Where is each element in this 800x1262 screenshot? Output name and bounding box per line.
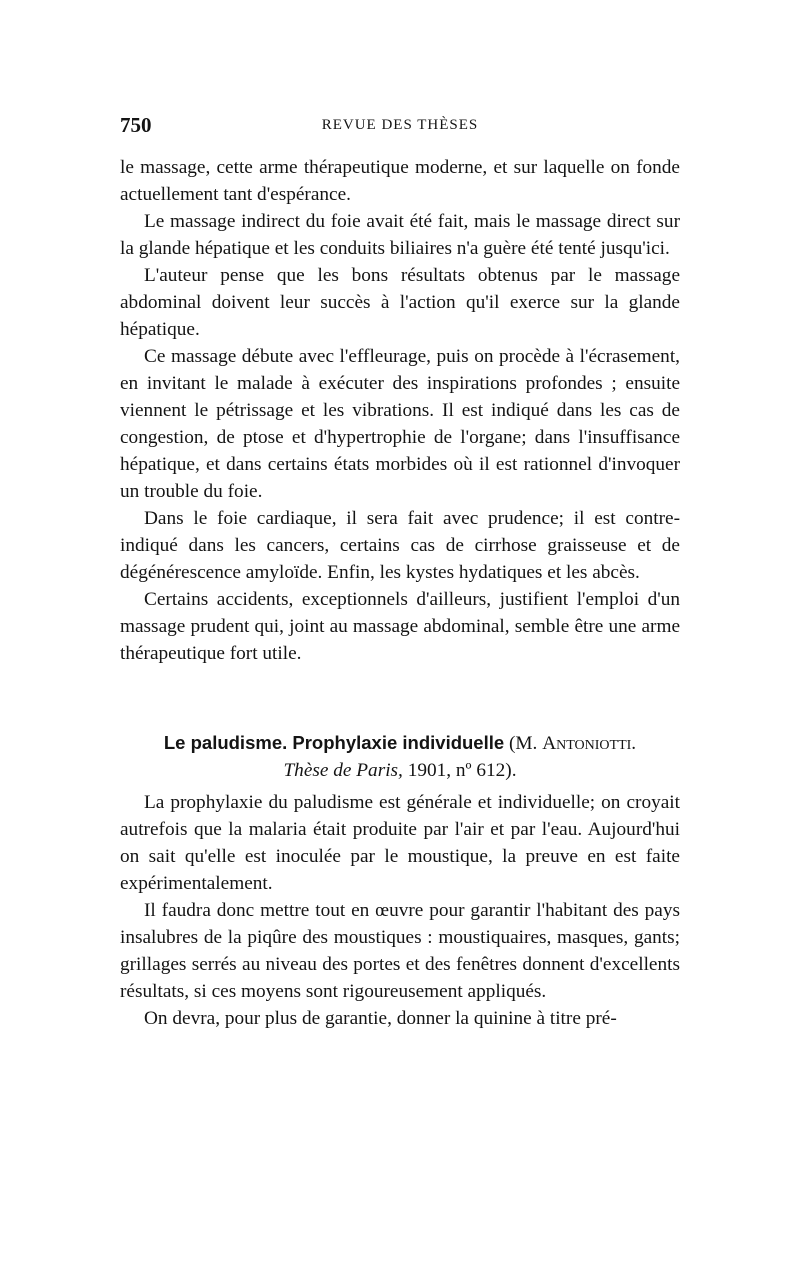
heading-thesis-details: 1901, nº 612).: [402, 760, 517, 781]
heading-author-open: (M.: [504, 733, 543, 754]
paragraph: Certains accidents, exceptionnels d'ailleurs, justifient l'emploi d'un massage prudent qui, joint au massage abdominal, semble être une arme thérapeutique fort utile.: [120, 589, 680, 664]
running-title: REVUE DES THÈSES: [321, 117, 479, 133]
paragraph: L'auteur pense que les bons résultats obtenus par le massage abdominal doivent leur succès à l'action qu'il exerce sur la glande hépatique.: [120, 265, 680, 340]
heading-author: Antoniotti: [542, 733, 632, 754]
heading-thesis: Thèse de Paris,: [283, 760, 403, 781]
paragraph: Dans le foie cardiaque, il sera fait avec prudence; il est contre-indiqué dans les cancers, certains cas de cirrhose graisseuse et de dégénérescence amyloïde. Enfin, les kystes hydatiques et les abcès.: [120, 508, 680, 583]
page-number: 750: [120, 113, 152, 137]
paragraph: La prophylaxie du paludisme est générale et individuelle; on croyait autrefois que la malaria était produite par l'air et par l'eau. Aujourd'hui on sait qu'elle est inoculée par le moustique, la preuve en est faite expérimentalement.: [120, 792, 680, 894]
first-section: [120, 154, 680, 667]
section-heading: [120, 729, 680, 784]
paragraph: Le massage indirect du foie avait été fait, mais le massage direct sur la glande hépatique et les conduits biliaires n'a guère été tenté jusqu'ici.: [120, 211, 680, 259]
paragraph: Ce massage débute avec l'effleurage, puis on procède à l'écrasement, en invitant le malade à exécuter des inspirations profondes ; ensuite viennent le pétrissage et les vibrations. Il est indiqué dans les cas de congestion, de ptose et d'hypertrophie de l'organe; dans l'insuffisance hépatique, et dans certains états morbides où il est rationnel d'invoquer un trouble du foie.: [120, 346, 680, 502]
paragraph: le massage, cette arme thérapeutique moderne, et sur laquelle on fonde actuellement tant d'espérance.: [120, 157, 680, 205]
heading-title: Le paludisme. Prophylaxie individuelle: [163, 732, 505, 753]
heading-author-close: .: [631, 733, 637, 754]
paragraph: Il faudra donc mettre tout en œuvre pour garantir l'habitant des pays insalubres de la piqûre des moustiques : moustiquaires, masques, gants; grillages serrés au niveau des portes et des fenêtres donnent d'excellents résultats, si ces moyens sont rigoureusement appliqués.: [120, 900, 680, 1002]
second-section: [120, 789, 680, 1032]
running-head: [120, 113, 680, 141]
paragraph: On devra, pour plus de garantie, donner la quinine à titre pré-: [144, 1008, 617, 1029]
